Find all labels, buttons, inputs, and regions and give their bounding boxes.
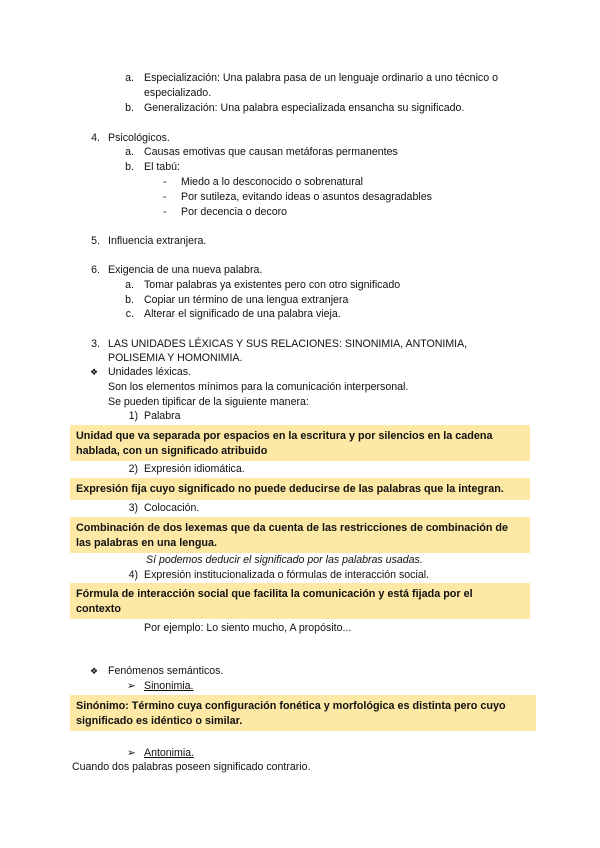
list-item-text: El tabú: <box>144 161 180 173</box>
dash-marker: - <box>163 191 167 203</box>
paragraph: Cuando dos palabras poseen significado contrario. <box>72 761 311 773</box>
list-marker: b. <box>125 294 134 306</box>
definition-line: Fórmula de interacción social que facilita la comunicación y está fijada por el <box>76 588 473 600</box>
paragraph: Son los elementos mínimos para la comunicación interpersonal. <box>108 381 409 393</box>
list-marker: a. <box>125 72 134 84</box>
definition-line: Combinación de dos lexemas que da cuenta de las restricciones de combinación de <box>76 522 509 534</box>
list-marker: 3) <box>128 502 138 514</box>
subsection-heading: Unidades léxicas. <box>108 366 192 378</box>
list-marker: c. <box>125 308 134 320</box>
paragraph: Se pueden tipificar de la siguiente manera: <box>108 396 309 408</box>
list-item-text: Colocación. <box>144 502 200 514</box>
definition-line: hablada, con un significado atribuido <box>76 445 268 457</box>
highlighted-definition <box>70 695 536 731</box>
list-marker: a. <box>125 279 134 291</box>
list-item-text: Alterar el significado de una palabra vieja. <box>144 308 341 320</box>
section-heading: Psicológicos. <box>108 132 170 144</box>
list-marker: 3. <box>91 338 100 350</box>
subsection-heading: Fenómenos semánticos. <box>108 665 224 677</box>
list-item-text: Expresión idiomática. <box>144 463 245 475</box>
list-item-text: Causas emotivas que causan metáforas permanentes <box>144 146 398 158</box>
definition-line: las palabras en una lengua. <box>76 537 218 549</box>
list-item-text: Expresión institucionalizada o fórmulas de interacción social. <box>144 569 430 581</box>
list-marker: b. <box>125 102 134 114</box>
list-item-text: Palabra <box>144 410 181 422</box>
italic-note: Sí podemos deducir el significado por las palabras usadas. <box>146 554 423 566</box>
highlighted-definition <box>70 583 530 619</box>
list-marker: a. <box>125 146 134 158</box>
highlighted-definition <box>70 517 530 553</box>
arrow-bullet-icon: ➢ <box>127 747 136 759</box>
section-heading: Influencia extranjera. <box>108 235 207 247</box>
list-item-text: Generalización: Una palabra especializada ensancha su significado. <box>144 102 465 114</box>
list-marker: 4. <box>91 132 100 144</box>
section-heading: LAS UNIDADES LÉXICAS Y SUS RELACIONES: SINONIMIA, ANTONIMIA, <box>108 338 468 350</box>
list-item-text: Especialización: Una palabra pasa de un lenguaje ordinario a uno técnico o <box>144 72 498 84</box>
list-item-text: Copiar un término de una lengua extranjera <box>144 294 349 306</box>
list-marker: 2) <box>128 463 138 475</box>
highlighted-definition <box>70 425 530 461</box>
list-marker: 1) <box>128 410 138 422</box>
dash-marker: - <box>163 176 167 188</box>
list-marker: 5. <box>91 235 100 247</box>
example-text: Por ejemplo: Lo siento mucho, A propósito... <box>144 622 352 634</box>
definition-line: Sinónimo: Término cuya configuración fonética y morfológica es distinta pero cuyo <box>76 700 506 712</box>
definition-line: contexto <box>76 603 121 615</box>
list-item-text: Por decencia o decoro <box>181 206 288 218</box>
list-marker: 4) <box>128 569 138 581</box>
diamond-bullet-icon: ❖ <box>90 666 99 676</box>
definition-line: significado es idéntico o similar. <box>76 715 243 727</box>
section-heading: POLISEMIA Y HOMONIMIA. <box>108 352 243 364</box>
list-item-text: Tomar palabras ya existentes pero con otro significado <box>144 279 401 291</box>
list-marker: 6. <box>91 264 100 276</box>
term-heading: Antonimia. <box>144 747 195 759</box>
list-item-text: Por sutileza, evitando ideas o asuntos desagradables <box>181 191 432 203</box>
list-marker: b. <box>125 161 134 173</box>
list-item-text: especializado. <box>144 87 212 99</box>
dash-marker: - <box>163 206 167 218</box>
highlighted-definition <box>70 478 530 500</box>
arrow-bullet-icon: ➢ <box>127 680 136 692</box>
definition-line: Expresión fija cuyo significado no puede deducirse de las palabras que la integran. <box>76 483 504 495</box>
list-item-text: Miedo a lo desconocido o sobrenatural <box>181 176 363 188</box>
diamond-bullet-icon: ❖ <box>90 367 99 377</box>
definition-line: Unidad que va separada por espacios en la escritura y por silencios en la cadena <box>76 430 493 442</box>
section-heading: Exigencia de una nueva palabra. <box>108 264 263 276</box>
term-heading: Sinonimia. <box>144 680 194 692</box>
